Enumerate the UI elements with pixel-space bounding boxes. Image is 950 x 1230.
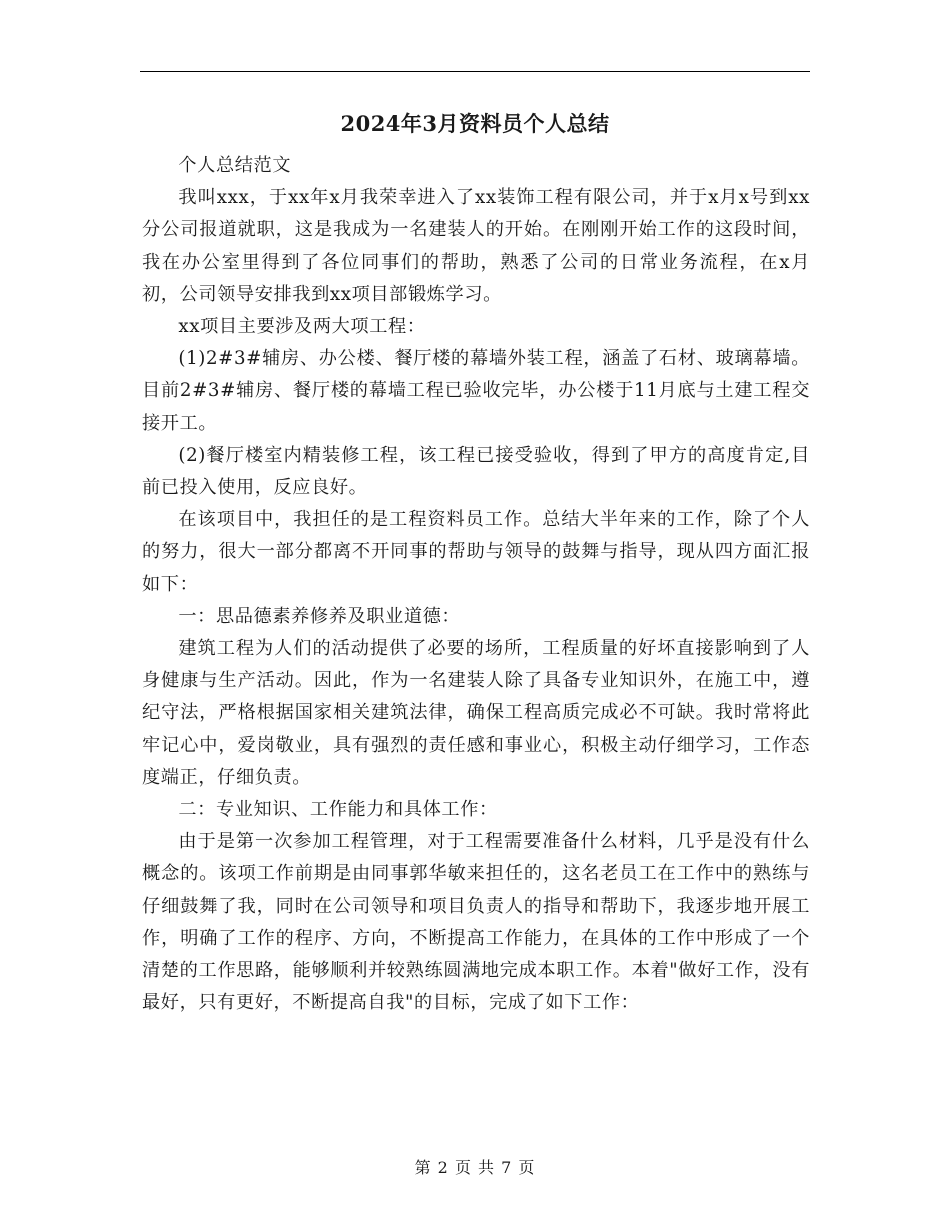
- paragraph: xx项目主要涉及两大项工程：: [178, 316, 426, 338]
- paragraph: 建筑工程为人们的活动提供了必要的场所，工程质量的好坏直接影响到了人身健康与生产活动。因此，作为一名建装人除了具备专业知识外，在施工中，遵纪守法，严格根据国家相关建筑法律，确保工程高质完成必不可缺。我时常将此牢记心中，爱岗敬业，具有强烈的责任感和事业心，积极主动仔细学习，工作态度端正，仔细负责。: [142, 638, 810, 788]
- paragraph: 个人总结范文: [178, 155, 292, 176]
- paragraph: 在该项目中，我担任的是工程资料员工作。总结大半年来的工作，除了个人的努力，很大一部分都离不开同事的帮助与领导的鼓舞与指导，现从四方面汇报如下：: [142, 509, 810, 595]
- document-title: 2024年3月资料员个人总结: [340, 111, 610, 136]
- section-heading: 二：专业知识、工作能力和具体工作：: [178, 799, 498, 821]
- paragraph: 由于是第一次参加工程管理，对于工程需要准备什么材料，几乎是没有什么概念的。该项工作前期是由同事郭华敏来担任的，这名老员工在工作中的熟练与仔细鼓舞了我，同时在公司领导和项目负责人的指导和帮助下，我逐步地开展工作，明确了工作的程序、方向，不断提高工作能力，在具体的工作中形成了一个清楚的工作思路，能够顺利并较熟练圆满地完成本职工作。本着"做好工作，没有最好，只有更好，不断提高自我"的目标，完成了如下工作：: [142, 831, 810, 1014]
- paragraph: (1)2#3#辅房、办公楼、餐厅楼的幕墙外装工程，涵盖了石材、玻璃幕墙。目前2#3#辅房、餐厅楼的幕墙工程已验收完毕，办公楼于11月底与土建工程交接开工。: [142, 348, 810, 434]
- header-rule: [140, 71, 810, 72]
- document-body: [142, 150, 810, 1019]
- paragraph: 我叫xxx，于xx年x月我荣幸进入了xx装饰工程有限公司，并于x月x号到xx分公司报道就职，这是我成为一名建装人的开始。在刚刚开始工作的这段时间，我在办公室里得到了各位同事们的帮助，熟悉了公司的日常业务流程，在x月初，公司领导安排我到xx项目部锻炼学习。: [142, 187, 810, 305]
- paragraph: (2)餐厅楼室内精装修工程，该工程已接受验收，得到了甲方的高度肯定,目前已投入使用，反应良好。: [142, 444, 810, 499]
- section-heading: 一：思品德素养修养及职业道德：: [178, 605, 461, 627]
- page-number: 第 2 页 共 7 页: [414, 1158, 536, 1177]
